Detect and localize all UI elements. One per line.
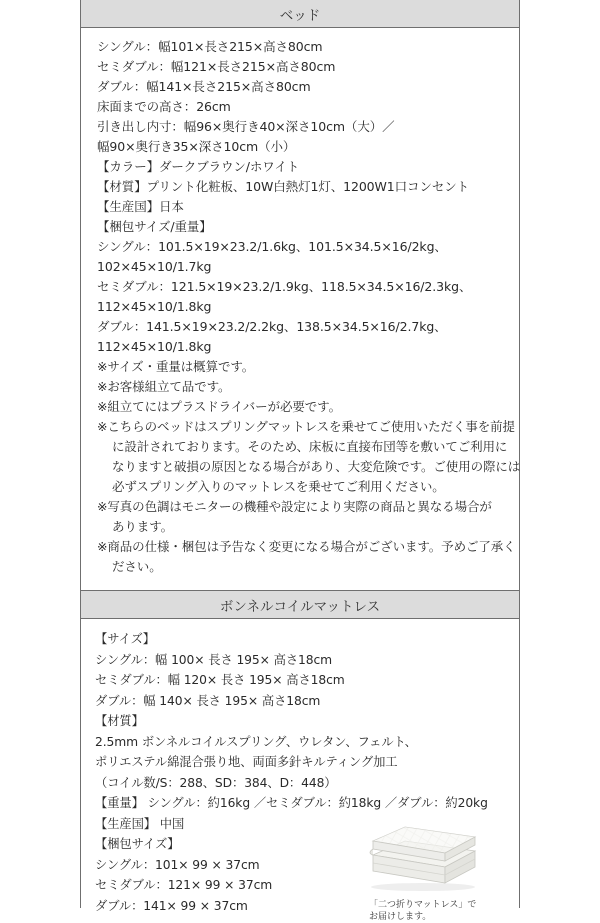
spec-sheet [80,0,521,922]
spec-line: 102×45×10/1.7kg [97,259,212,274]
spec-line: ダブル：幅 140× 長さ 195× 高さ18cm [95,693,321,708]
note-line: あります。 [112,519,174,534]
spec-line: 幅90×奥行き35×深さ10cm（小） [97,139,296,154]
bed-title: ベッド [279,7,321,24]
spec-line: セミダブル：幅 120× 長さ 195× 高さ18cm [95,673,345,687]
bed-section-title [81,0,519,28]
spec-line: 【梱包サイズ】 [95,837,180,851]
mattress-title: ボンネルコイルマットレス [219,598,381,615]
spec-line: ダブル：141.5×19×23.2/2.2kg、138.5×34.5×16/2.7kg、 [97,319,447,334]
note-spring-mattress [97,417,519,497]
spec-line: シングル：101× 99 × 37cm [95,857,260,872]
spec-line: ※組立てにはプラスドライバーが必要です。 [97,399,341,414]
spec-line: シングル：幅101×長さ215×高さ80cm [97,39,323,54]
spec-line: 112×45×10/1.8kg [97,299,212,314]
note-line: ※こちらのベッドはスプリングマットレスを乗せてご使用いただく事を前提 [97,419,515,434]
spec-line: セミダブル：121.5×19×23.2/1.9kg、118.5×34.5×16/2.3kg、 [97,279,472,294]
note-line: ださい。 [112,559,162,574]
spec-line: 【サイズ】 [95,632,156,646]
spec-line: ※お客様組立て品です。 [97,379,231,394]
spec-line: ダブル：幅141×長さ215×高さ80cm [97,79,311,94]
spec-line: 【カラー】ダークブラウン/ホワイト [97,159,300,174]
note-photo-color [97,497,519,537]
note-line: ※写真の色調はモニターの機種や設定により実際の商品と異なる場合が [97,499,492,514]
spec-line: 2.5mm ボンネルコイルスプリング、ウレタン、フェルト、 [95,734,417,749]
spec-line: （コイル数/S：288、SD：384、D：448） [95,775,337,790]
spec-line: 引き出し内寸：幅96×奥行き40×深さ10cm（大）／ [97,119,395,134]
spec-line: ※サイズ・重量は概算です。 [97,359,255,374]
note-line: 必ずスプリング入りのマットレスを乗せてご利用ください。 [112,479,445,494]
spec-line: セミダブル：121× 99 × 37cm [95,878,273,892]
photo-caption [369,899,476,923]
caption-line: 「二つ折りマットレス」で [369,900,477,910]
spec-line: 【重量】 シングル：約16kg ／セミダブル：約18kg ／ダブル：約20kg [95,796,488,810]
spec-line: 【梱包サイズ/重量】 [97,219,212,234]
spec-line: シングル：幅 100× 長さ 195× 高さ18cm [95,652,333,667]
spec-line: ダブル：141× 99 × 37cm [95,898,248,913]
spec-line: 【生産国】日本 [97,199,184,214]
spec-line: セミダブル：幅121×長さ215×高さ80cm [97,59,336,74]
spec-line: シングル：101.5×19×23.2/1.6kg、101.5×34.5×16/2kg、 [97,239,447,254]
note-line: ※商品の仕様・梱包は予告なく変更になる場合がございます。予めご了承く [97,539,516,554]
caption-line: お届けします。 [369,912,432,922]
folded-mattress-icon [367,811,479,895]
bed-spec-list [81,28,519,591]
spec-line: 【材質】 [95,714,144,728]
spec-line: ポリエステル綿混合張り地、両面多針キルティング加工 [95,755,398,769]
note-line: なりますと破損の原因となる場合があり、大変危険です。ご使用の際には [112,459,521,474]
note-spec-change [97,537,519,577]
spec-line: 【材質】プリント化粧板、10W白熱灯1灯、1200W1口コンセント [97,179,470,194]
mattress-section-title [81,591,519,619]
spec-line: 【生産国】 中国 [95,816,185,831]
mattress-spec-list [81,619,519,922]
spec-line: 床面までの高さ：26cm [97,99,231,114]
note-line: に設計されております。そのため、床板に直接布団等を敷いてご利用に [112,439,508,454]
spec-line: 112×45×10/1.8kg [97,339,212,354]
